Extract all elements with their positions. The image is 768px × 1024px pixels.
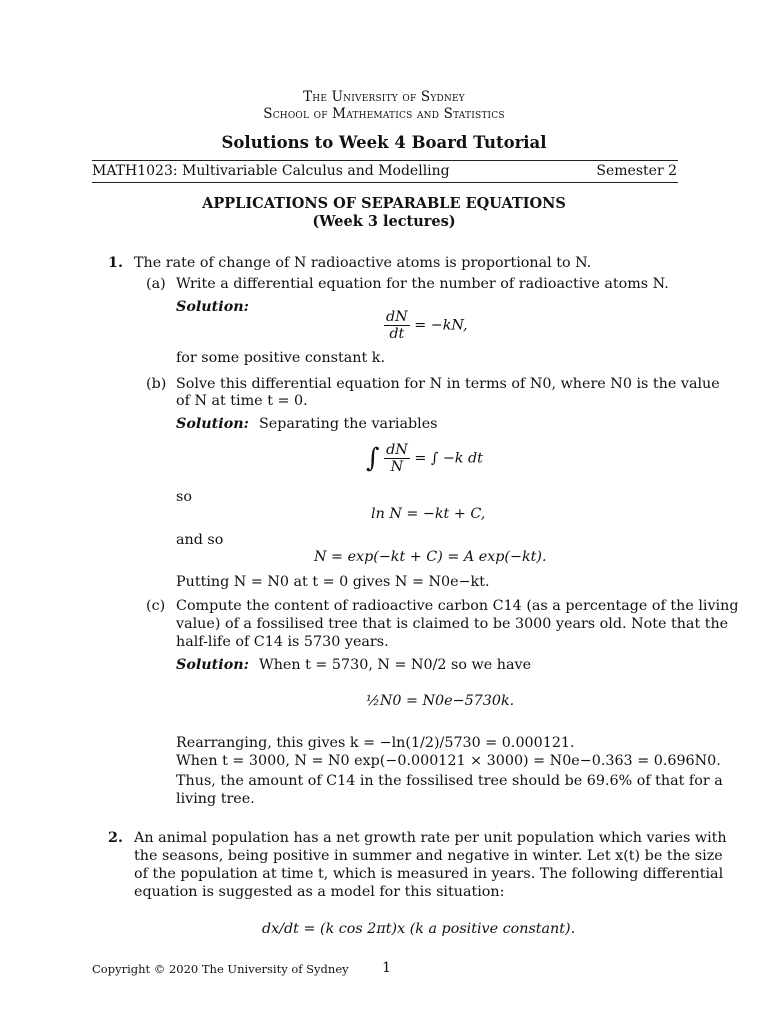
- part-a-label: (a): [146, 276, 166, 292]
- question-2-text-3: of the population at time t, which is measured in years. The following differential: [134, 866, 724, 882]
- part-a-solution-label: Solution:: [176, 299, 249, 315]
- part-b-and-so: and so: [176, 532, 224, 548]
- part-b-integral: [366, 442, 483, 475]
- section-subtitle: (Week 3 lectures): [312, 213, 456, 230]
- eq-denominator: dt: [389, 326, 405, 342]
- eq-numerator: dN: [386, 309, 408, 325]
- question-2-number: 2.: [108, 830, 123, 846]
- part-c-thus-1: Thus, the amount of C14 in the fossilised tree should be 69.6% of that for a: [176, 773, 723, 789]
- question-2-text-4: equation is suggested as a model for this situation:: [134, 884, 505, 900]
- part-b-putting: Putting N = N0 at t = 0 gives N = N0e−kt.: [176, 574, 490, 590]
- part-a-equation: [384, 309, 468, 342]
- section-title: APPLICATIONS OF SEPARABLE EQUATIONS: [202, 195, 566, 212]
- part-c-rearranging: Rearranging, this gives k = −ln(1/2)/5730 = 0.000121.: [176, 735, 575, 751]
- question-2-equation: dx/dt = (k cos 2πt)x (k a positive constant).: [262, 921, 576, 937]
- integral-denominator: N: [390, 459, 404, 475]
- eq-rhs: = −kN,: [414, 317, 468, 334]
- question-1-stem: The rate of change of N radioactive atoms is proportional to N.: [134, 255, 592, 271]
- part-a-text: Write a differential equation for the number of radioactive atoms N.: [176, 276, 669, 292]
- page-number: 1: [382, 960, 392, 976]
- part-b-text-1: Solve this differential equation for N in terms of N0, where N0 is the value: [176, 376, 720, 392]
- part-c-text-2: value) of a fossilised tree that is claimed to be 3000 years old. Note that the: [176, 616, 729, 632]
- integral-numerator: dN: [386, 442, 408, 458]
- part-c-halflife-eq: ½N0 = N0e−5730k.: [366, 693, 515, 709]
- part-c-solution-text: When t = 5730, N = N0/2 so we have: [259, 657, 532, 673]
- school-name: School of Mathematics and Statistics: [263, 106, 505, 122]
- part-b-solution-label: Solution:: [176, 416, 249, 432]
- part-b-text-2: of N at time t = 0.: [176, 393, 308, 409]
- part-c-when: When t = 3000, N = N0 exp(−0.000121 × 3000) = N0e−0.363 = 0.696N0.: [176, 753, 721, 769]
- university-name: The University of Sydney: [303, 89, 465, 105]
- part-b-label: (b): [146, 376, 167, 392]
- copyright: Copyright © 2020 The University of Sydney: [92, 962, 349, 976]
- part-c-text-1: Compute the content of radioactive carbon C14 (as a percentage of the living: [176, 598, 739, 614]
- part-c-thus-2: living tree.: [176, 791, 255, 807]
- integral-sign: ∫: [366, 443, 380, 474]
- question-2-text-2: the seasons, being positive in summer and negative in winter. Let x(t) be the size: [134, 848, 723, 864]
- part-b-exp-eq: N = exp(−kt + C) = A exp(−kt).: [314, 549, 547, 565]
- header-rule-bottom: [92, 182, 678, 183]
- course-name: MATH1023: Multivariable Calculus and Modelling: [92, 163, 450, 179]
- part-a-after: for some positive constant k.: [176, 350, 385, 366]
- semester: Semester 2: [596, 163, 677, 179]
- integral-rhs: = ∫ −k dt: [414, 450, 483, 467]
- part-b-solution-text: Separating the variables: [259, 416, 438, 432]
- part-c-solution-label: Solution:: [176, 657, 249, 673]
- part-b-ln-eq: ln N = −kt + C,: [371, 506, 486, 522]
- header-rule-top: [92, 160, 678, 161]
- part-b-so: so: [176, 489, 192, 505]
- part-c-text-3: half-life of C14 is 5730 years.: [176, 634, 389, 650]
- part-c-label: (c): [146, 598, 166, 614]
- question-1-number: 1.: [108, 255, 123, 271]
- document-title: Solutions to Week 4 Board Tutorial: [221, 133, 547, 152]
- question-2-text-1: An animal population has a net growth rate per unit population which varies with: [134, 830, 727, 846]
